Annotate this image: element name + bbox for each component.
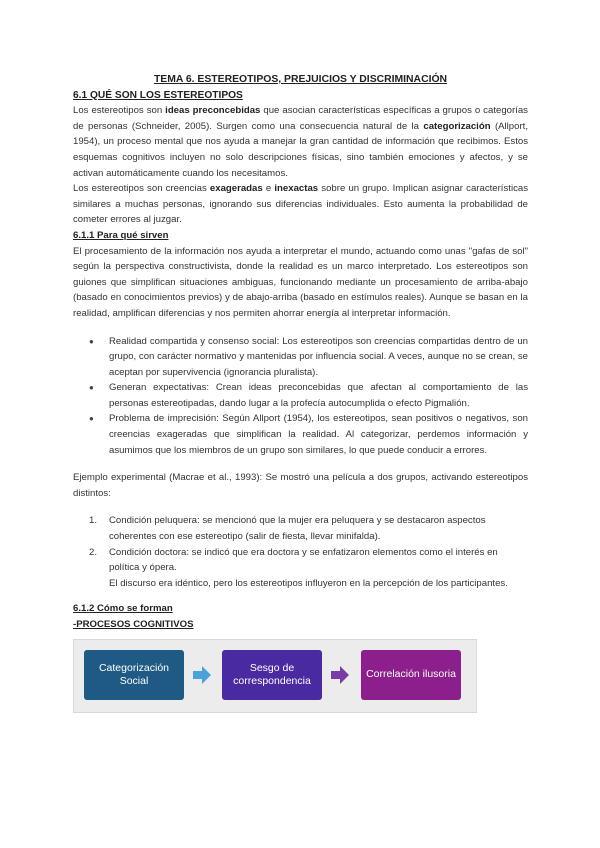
section-heading-6-1-2: 6.1.2 Cómo se forman: [73, 603, 173, 615]
arrow-right-icon: [331, 666, 349, 684]
paragraph-creencias: Los estereotipos son creencias exageradas e inexactas sobre un grupo. Implican asignar características similares a muchas personas, ignorando sus diferencias individuales. Esto aumenta la probabilidad de cometer errores al juzgar.: [73, 183, 528, 226]
list-item: 1. Condición peluquera: se mencionó que la mujer era peluquera y se destacaron aspectos coherentes con ese estereotipo (salir de fiesta, llevar minifalda).: [89, 515, 486, 543]
paragraph-procesamiento: El procesamiento de la información nos ayuda a interpretar el mundo, actuando como unas "gafas de sol" según la perspectiva constructivista, donde la realidad es un marco interpretado. Los estereotipos son guiones que simplifican situaciones ambiguas, funcionando mediante un procesamiento de arriba-abajo (basado en conocimientos previos) y de abajo-arriba (basado en estímulos reales). Aunque se basan en la realidad, amplifican diferencias y nos permiten ahorrar energía al interpretar información.: [73, 245, 528, 319]
paragraph-definition: Los estereotipos son ideas preconcebidas que asocian características específicas a grupos o categorías de personas (Schneider, 2005). Surgen como una consecuencia natural de la categorización (Allport, 1954), un proceso mental que nos ayuda a manejar la gran cantidad de información que recibimos. Estos esquemas cognitivos incluyen no solo descripciones físicas, sino también emociones y afectos, y se activan automáticamente cuando los necesitamos.: [73, 105, 528, 179]
process-diagram: [73, 639, 477, 713]
bold-exageradas: exageradas: [209, 183, 263, 195]
list-item: ● Problema de imprecisión: Según Allport (1954), los estereotipos, sean positivos o negativos, son creencias exageradas que simplifican la realidad. Al categorizar, perdemos información y asumimos que los miembros de un grupo son similares, lo que puede conducir a errores.: [109, 411, 528, 458]
section-heading-6-1: 6.1 QUÉ SON LOS ESTEREOTIPOS: [73, 89, 243, 101]
list-item: ● Generan expectativas: Crean ideas preconcebidas que afectan al comportamiento de las personas estereotipadas, dando lugar a la profecía autocumplida o efecto Pigmalión.: [109, 380, 528, 411]
bold-ideas-preconcebidas: ideas preconcebidas: [165, 105, 261, 117]
diagram-box-correlacion: Correlación ilusoria: [361, 650, 461, 700]
document-page: [73, 72, 528, 713]
bullet-list: [73, 334, 528, 459]
list-item: ● Realidad compartida y consenso social: Los estereotipos son creencias compartidas dentro de un grupo, con carácter normativo y mantenidas por influencia social. A veces, aunque no se crean, se aceptan por supervivencia (ignorancia pluralista).: [109, 334, 528, 381]
diagram-box-categorizacion: Categorización Social: [84, 650, 184, 700]
numbered-list: [73, 513, 528, 591]
document-title: TEMA 6. ESTEREOTIPOS, PREJUICIOS Y DISCRIMINACIÓN: [153, 74, 448, 85]
numbered-note: El discurso era idéntico, pero los estereotipos influyeron en la percepción de los participantes.: [109, 577, 508, 589]
diagram-box-sesgo: Sesgo de correspondencia: [222, 650, 322, 700]
arrow-right-icon: [193, 666, 211, 684]
paragraph-example: Ejemplo experimental (Macrae et al., 1993): Se mostró una película a dos grupos, activando estereotipos distintos:: [73, 472, 528, 499]
bold-inexactas: inexactas: [274, 183, 319, 195]
section-heading-6-1-1: 6.1.1 Para qué sirven: [73, 229, 169, 241]
bold-categorizacion: categorización: [423, 120, 491, 132]
subheading-procesos-cognitivos: -PROCESOS COGNITIVOS: [73, 619, 194, 630]
list-item: 2. Condición doctora: se indicó que era doctora y se enfatizaron elementos como el interés en política y ópera. El discurso era idéntico, pero los estereotipos influyeron en la percepción de los participantes.: [89, 546, 508, 589]
